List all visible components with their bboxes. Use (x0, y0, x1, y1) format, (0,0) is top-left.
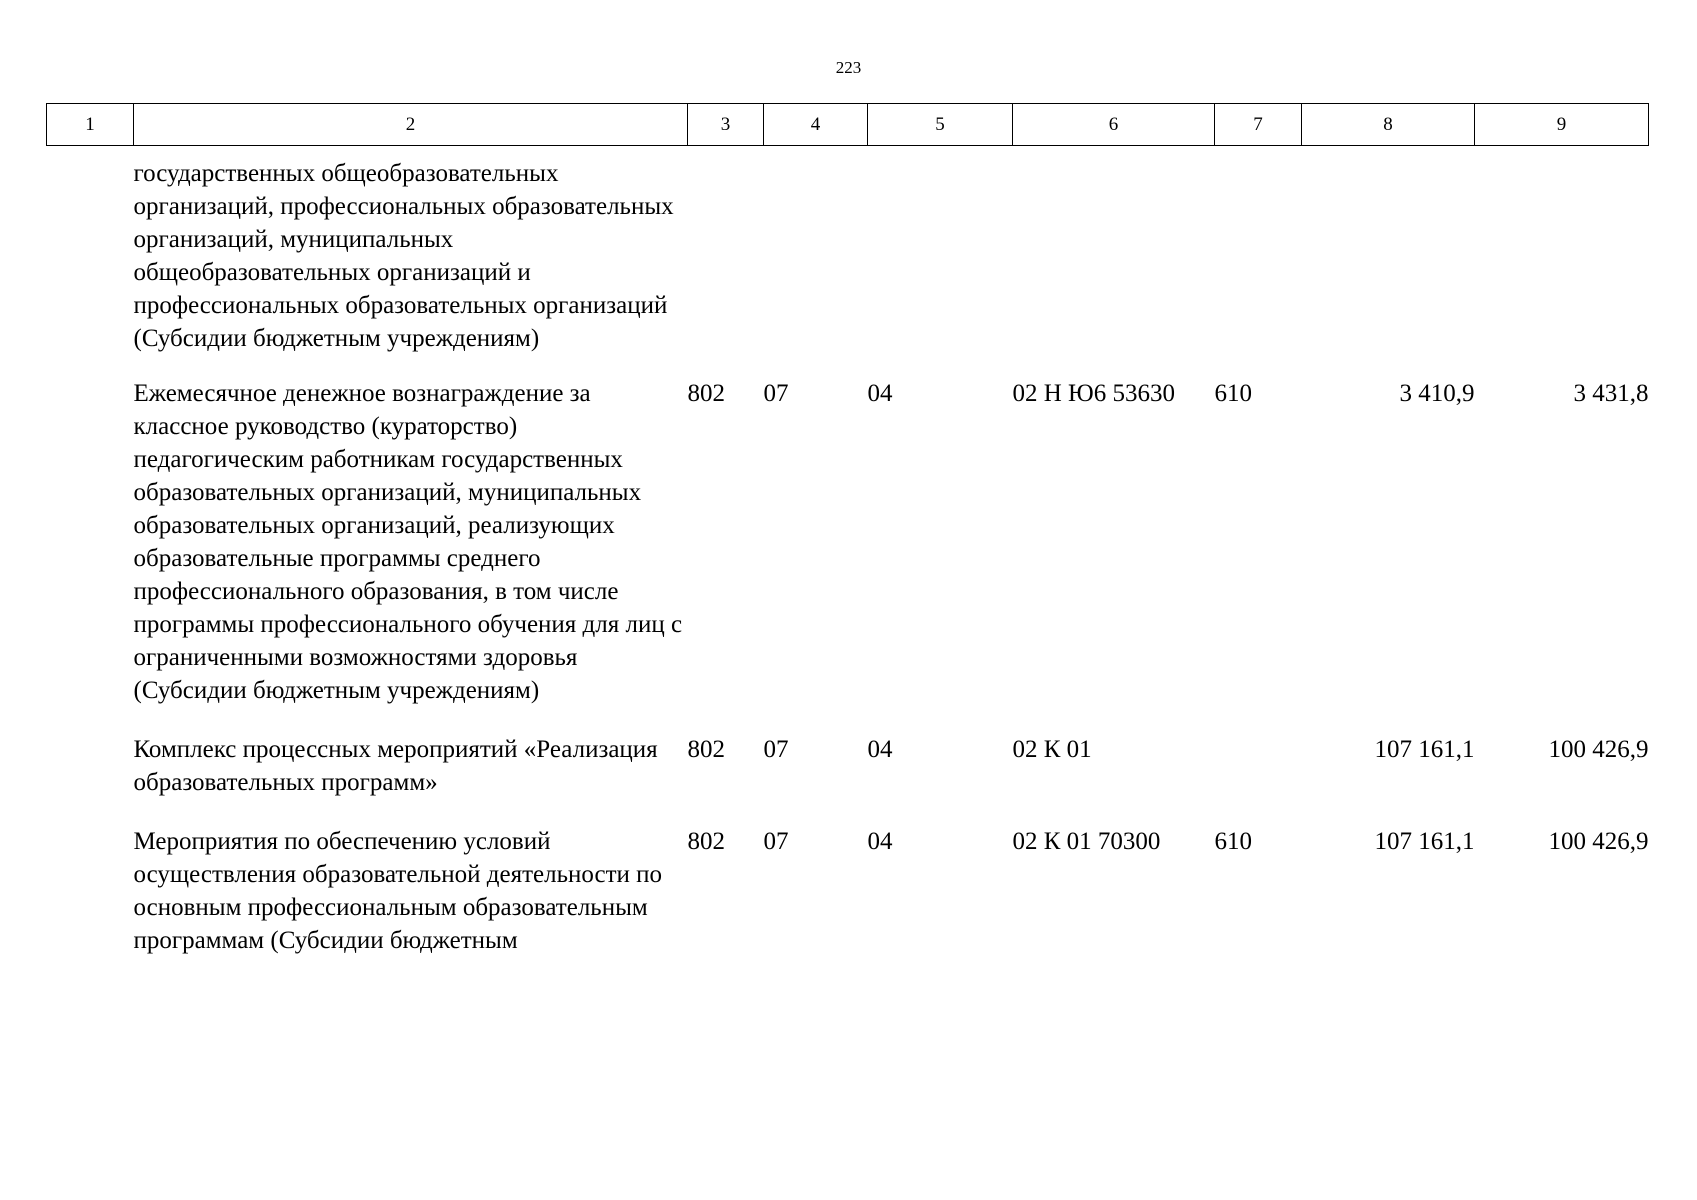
cell-subsection-code: 04 (867, 380, 893, 407)
cell-amount-col9: 100 426,9 (1548, 736, 1649, 763)
cell-target-article: 02 К 01 (1012, 736, 1092, 763)
cell-ministry-code: 802 (687, 380, 725, 407)
page-number: 223 (835, 58, 862, 77)
cell-target-article: 02 Н Ю6 53630 (1012, 380, 1175, 407)
row-description: Комплекс процессных мероприятий «Реализация образовательных программ» (133, 736, 658, 796)
cell-ministry-code: 802 (687, 736, 725, 763)
column-header: 6 (1013, 104, 1215, 146)
cell-target-article: 02 К 01 70300 (1012, 828, 1161, 855)
cell-amount-col8: 107 161,1 (1374, 828, 1475, 855)
table-header (47, 104, 1649, 146)
cell-amount-col8 (1302, 146, 1475, 367)
cell-subsection-code: 04 (867, 736, 893, 763)
cell-amount-col9: 3 431,8 (1573, 380, 1649, 407)
cell-col1 (47, 146, 134, 367)
cell-ministry-code: 802 (687, 828, 725, 855)
table-body (47, 146, 1649, 973)
table-row (47, 146, 1649, 367)
cell-col1 (47, 366, 134, 722)
column-number-row (47, 104, 1649, 146)
column-header: 9 (1475, 104, 1649, 146)
table-row (47, 366, 1649, 722)
column-header: 5 (868, 104, 1013, 146)
column-header: 3 (688, 104, 764, 146)
cell-section-code: 07 (763, 828, 789, 855)
table-row (47, 722, 1649, 814)
budget-table (46, 103, 1649, 972)
cell-section-code: 07 (763, 380, 789, 407)
column-header: 4 (764, 104, 868, 146)
cell-section-code: 07 (763, 736, 789, 763)
column-header: 7 (1215, 104, 1302, 146)
cell-amount-col9 (1475, 146, 1649, 367)
cell-subsection-code: 04 (867, 828, 893, 855)
cell-amount-col9: 100 426,9 (1548, 828, 1649, 855)
table-row (47, 814, 1649, 972)
cell-subsection-code (868, 146, 1013, 367)
cell-expense-type: 610 (1214, 380, 1252, 407)
cell-col1 (47, 722, 134, 814)
cell-amount-col8: 3 410,9 (1399, 380, 1475, 407)
cell-section-code (764, 146, 868, 367)
cell-ministry-code (688, 146, 764, 367)
cell-amount-col8: 107 161,1 (1374, 736, 1475, 763)
cell-target-article (1013, 146, 1215, 367)
cell-expense-type: 610 (1214, 828, 1252, 855)
row-description: Ежемесячное денежное вознаграждение за классное руководство (кураторство) педагогическим работникам государственных образовательных организаций, муниципальных образовательных организаций, реализующих образовательные программы среднего профессионального образования, в том числе программы профессионального обучения для лиц с ограниченными возможностями здоровья (Субсидии бюджетным учреждениям) (133, 380, 683, 704)
cell-expense-type (1215, 146, 1302, 367)
row-description: государственных общеобразовательных организаций, профессиональных образовательных организаций, муниципальных общеобразовательных организаций и профессиональных образовательных организаций (Субсидии бюджетным учреждениям) (133, 160, 674, 352)
column-header: 2 (134, 104, 688, 146)
cell-expense-type (1215, 722, 1302, 814)
column-header: 1 (47, 104, 134, 146)
column-header: 8 (1302, 104, 1475, 146)
row-description: Мероприятия по обеспечению условий осуществления образовательной деятельности по основным профессиональным образовательным программам (Субсидии бюджетным (133, 828, 663, 954)
cell-col1 (47, 814, 134, 972)
